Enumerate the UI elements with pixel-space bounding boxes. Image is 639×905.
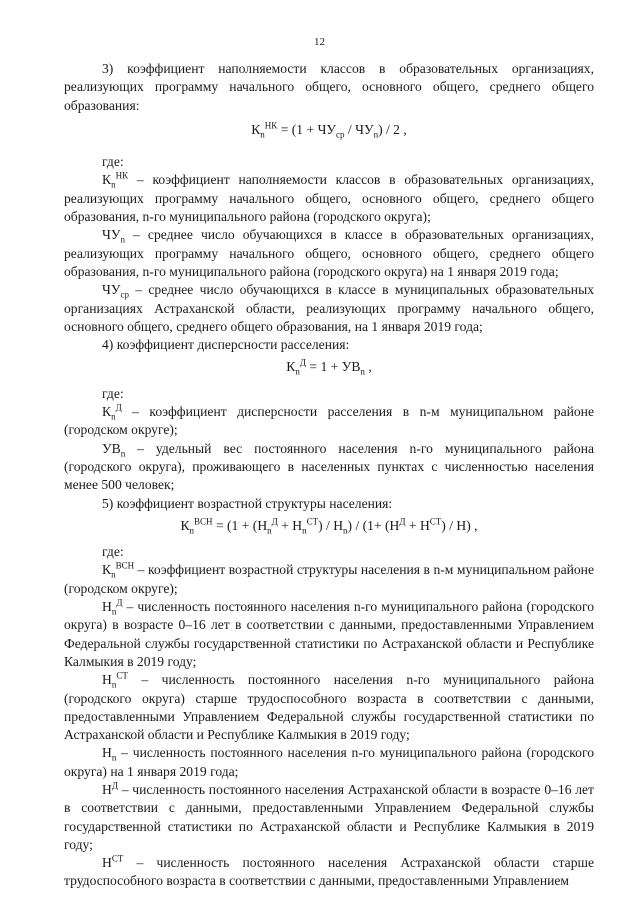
paragraph [64,226,594,281]
superscript: Д [299,357,306,368]
text-run: ЧУ [102,227,121,243]
subscript: ср [120,289,129,300]
text-run: ЧУ [102,282,121,298]
superscript: Д [116,597,123,608]
paragraph [64,744,594,781]
superscript: Д [111,780,118,791]
text-run: ) / 2 , [378,121,407,137]
paragraph [64,854,594,891]
text-run: К [286,359,296,375]
text-run: ) / Н) , [441,517,478,533]
superscript: СТ [429,516,442,527]
text-run: УВ [102,440,121,456]
text-run: – коэффициент дисперсности расселения в n-м муниципальном районе (городском округе); [64,404,594,438]
subscript: n [189,525,195,536]
subscript: n [295,367,300,378]
text-run: К [102,172,112,188]
formula [64,517,594,535]
document-body [64,60,594,891]
text-run: Н [102,781,112,797]
superscript: ВСН [194,516,213,527]
text-run: – численность постоянного населения Астраханской области старше трудоспособного возраста в соответствии с данными, предоставленными Управлением [64,855,594,889]
superscript: НК [115,170,129,181]
text-run: / ЧУ [344,121,374,137]
formula [64,358,594,376]
text-run: – коэффициент возрастной структуры населения в n-м муниципальном районе (городском округе); [64,562,594,596]
text-run: + Н [405,517,430,533]
text-run: – численность постоянного населения Астраханской области в возрасте 0–16 лет в соответствии с данными, предоставленными Управлением Федеральной службы государственной статистики по Астраханской области и Республике Калмыкия в 2019 году; [64,781,594,852]
subscript: n [373,129,379,140]
subscript: n [260,129,265,140]
paragraph [64,543,594,561]
formula [64,121,594,139]
text-run: ) / (1+ (Н [347,517,400,533]
subscript: n [343,525,348,536]
text-run: К [102,562,112,578]
subscript: n [111,570,116,581]
text-run: 5) коэффициент возрастной структуры населения: [102,495,393,511]
paragraph [64,781,594,854]
text-run: К [251,121,261,137]
text-run: = 1 + УВ [306,359,361,375]
text-run: – удельный вес постоянного населения n-го муниципального района (городского округа), проживающего в населенных пунктах с численностью населения менее 500 человек; [64,440,594,493]
superscript: ВСН [115,560,135,571]
superscript: СТ [306,516,319,527]
paragraph [64,281,594,336]
text-run: Н [102,599,112,615]
paragraph [64,440,594,495]
superscript: Д [115,402,122,413]
text-run: = (1 + (Н [212,517,268,533]
page-number: 12 [314,36,325,48]
superscript: Д [399,516,406,527]
subscript: n [111,411,116,422]
superscript: СТ [111,853,124,864]
paragraph [64,336,594,354]
subscript: n [111,679,117,690]
subscript: ср [336,129,345,140]
subscript: n [111,606,117,617]
paragraph [64,495,594,513]
paragraph [64,171,594,226]
text-run: – численность постоянного населения n-го муниципального района (городского округа) на 1 января 2019 года; [64,745,594,779]
text-run: Н [102,745,112,761]
superscript: СТ [116,670,128,681]
text-run: , [364,359,372,375]
paragraph [64,598,594,671]
text-run: + Н [277,517,303,533]
text-run: – среднее число обучающихся в классе в муниципальных образовательных организациях Астраханской области, реализующих программу начального общего, основного общего, среднего общего образования, на 1 января 2019 года; [64,282,594,334]
subscript: n [360,367,365,378]
paragraph [64,60,594,115]
text-run: где: [102,154,124,170]
text-run: – численность постоянного населения n-го муниципального района (городского округа) в возрасте 0–16 лет в соответствии с данными, предоставленными Управлением Федеральной службы государственной статистики по Астраханской области и Республике Калмыкия в 2019 году; [64,599,594,669]
text-run: – среднее число обучающихся в классе в образовательных организациях, реализующих программу начального общего, основного общего, среднего общего образования, n-го муниципального района (городского округа) на 1 января 2019 года; [64,227,594,279]
paragraph [64,403,594,440]
text-run: где: [102,385,124,401]
text-run: – коэффициент наполняемости классов в образовательных организациях, реализующих программу начального общего, основного общего, среднего общего образования, n-го муниципального района (городского округа); [64,172,594,225]
subscript: n [267,525,272,536]
text-run: Н [102,855,112,871]
text-run: где: [102,544,124,560]
text-run: = (1 + ЧУ [277,121,337,137]
superscript: Д [271,516,278,527]
paragraph [64,385,594,403]
superscript: НК [264,120,278,131]
text-run: К [102,404,112,420]
subscript: n [120,448,126,459]
subscript: n [111,753,117,764]
subscript: n [120,235,125,246]
paragraph [64,671,594,744]
subscript: n [111,180,116,191]
text-run: ) / Н [318,517,344,533]
paragraph [64,561,594,598]
paragraph [64,153,594,171]
text-run: – численность постоянного населения n-го муниципального района (городского округа) старше трудоспособного возраста в соответствии с данными, предоставленными Управлением Федеральной службы государственной статистики по Астраханской области и Республике Калмыкия в 2019 году; [64,672,594,743]
text-run: 4) коэффициент дисперсности расселения: [102,337,350,353]
text-run: К [180,517,190,533]
subscript: n [302,525,307,536]
text-run: 3) коэффициент наполняемости классов в образовательных организациях, реализующих программу начального общего, основного общего, среднего общего образования: [64,61,594,113]
text-run: Н [102,672,112,688]
